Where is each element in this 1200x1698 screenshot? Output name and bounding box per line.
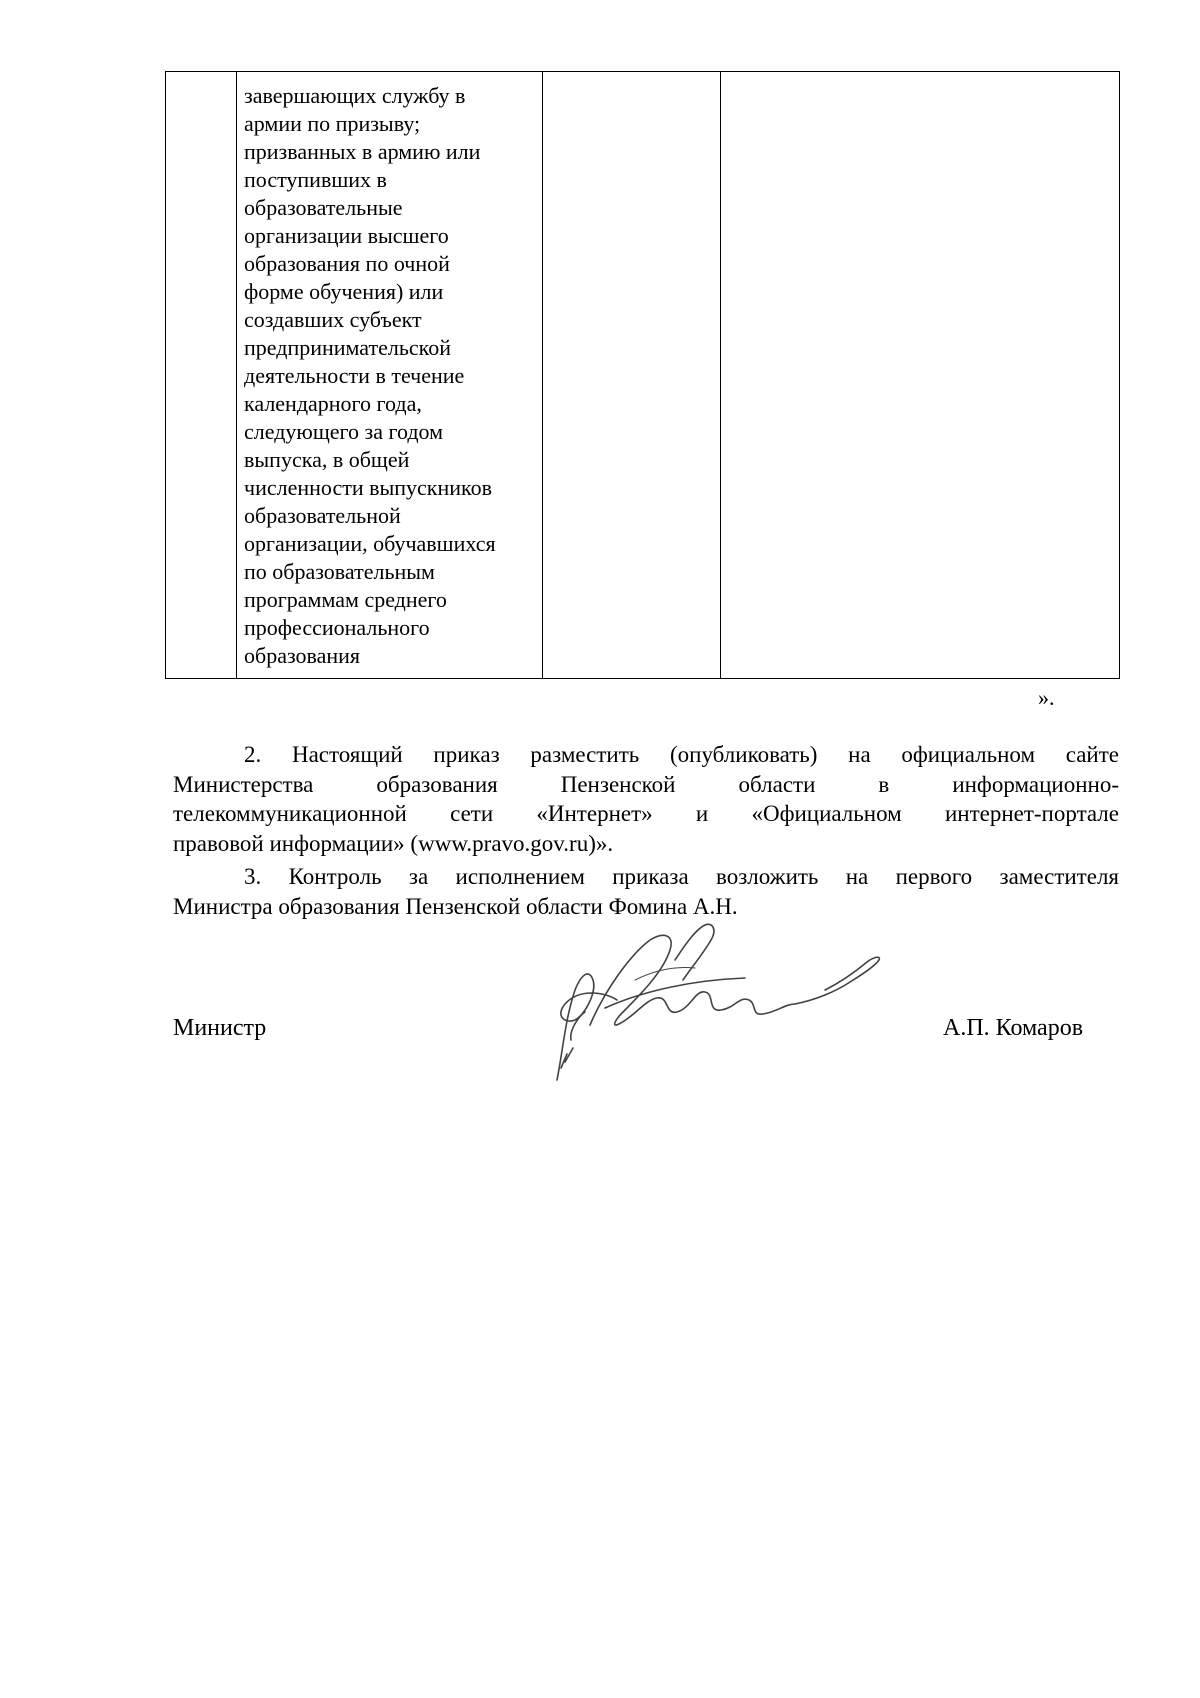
indicator-line: численности выпускников (244, 475, 492, 500)
indicator-line: призванных в армию или (244, 139, 481, 164)
indicator-line: календарного года, (244, 391, 422, 416)
indicator-line: армии по призыву; (244, 111, 421, 136)
closing-quote: ». (1038, 685, 1055, 710)
indicator-line: форме обучения) или (244, 279, 444, 304)
indicator-line: следующего за годом (244, 419, 444, 444)
table-cell-unit (543, 72, 721, 679)
handwritten-signature (545, 920, 885, 1090)
signatory-name: А.П. Комаров (943, 1015, 1084, 1041)
indicator-line: образовательной (244, 503, 401, 528)
table-cell-number (166, 72, 237, 679)
indicator-line: деятельности в течение (244, 363, 465, 388)
indicator-line: образовательные (244, 195, 403, 220)
signatory-title: Министр (173, 1015, 267, 1041)
indicator-line: организации высшего (244, 223, 449, 248)
indicator-line: предпринимательской (244, 335, 452, 360)
indicator-line: программам среднего (244, 587, 447, 612)
indicator-line: создавших субъект (244, 307, 422, 332)
indicator-line: поступивших в (244, 167, 387, 192)
paragraph-line: Министерства образования Пензенской области в информационно- (173, 771, 1119, 797)
indicator-text (237, 72, 542, 670)
paragraph-line: правовой информации» (www.pravo.gov.ru)». (173, 830, 614, 856)
indicator-line: организации, обучавшихся (244, 531, 496, 556)
paragraph-3 (173, 862, 1119, 921)
paragraph-line: Министра образования Пензенской области Фомина А.Н. (173, 893, 738, 919)
indicator-line: выпуска, в общей (244, 447, 410, 472)
paragraph-2 (173, 740, 1119, 858)
indicator-line: завершающих службу в (244, 83, 466, 108)
paragraph-line: телекоммуникационной сети «Интернет» и «Официальном интернет-портале (173, 801, 1119, 826)
indicator-line: образования (244, 643, 361, 668)
paragraph-line: 2. Настоящий приказ разместить (опубликовать) на официальном сайте (244, 742, 1119, 767)
paragraph-line: 3. Контроль за исполнением приказа возложить на первого заместителя (244, 864, 1119, 889)
table-cell-value (721, 72, 1120, 679)
indicator-line: по образовательным (244, 559, 435, 584)
indicator-line: профессионального (244, 615, 430, 640)
indicator-line: образования по очной (244, 251, 450, 276)
table-cell-indicator (237, 72, 543, 679)
table-row (166, 72, 1120, 679)
continuation-table (165, 71, 1120, 679)
